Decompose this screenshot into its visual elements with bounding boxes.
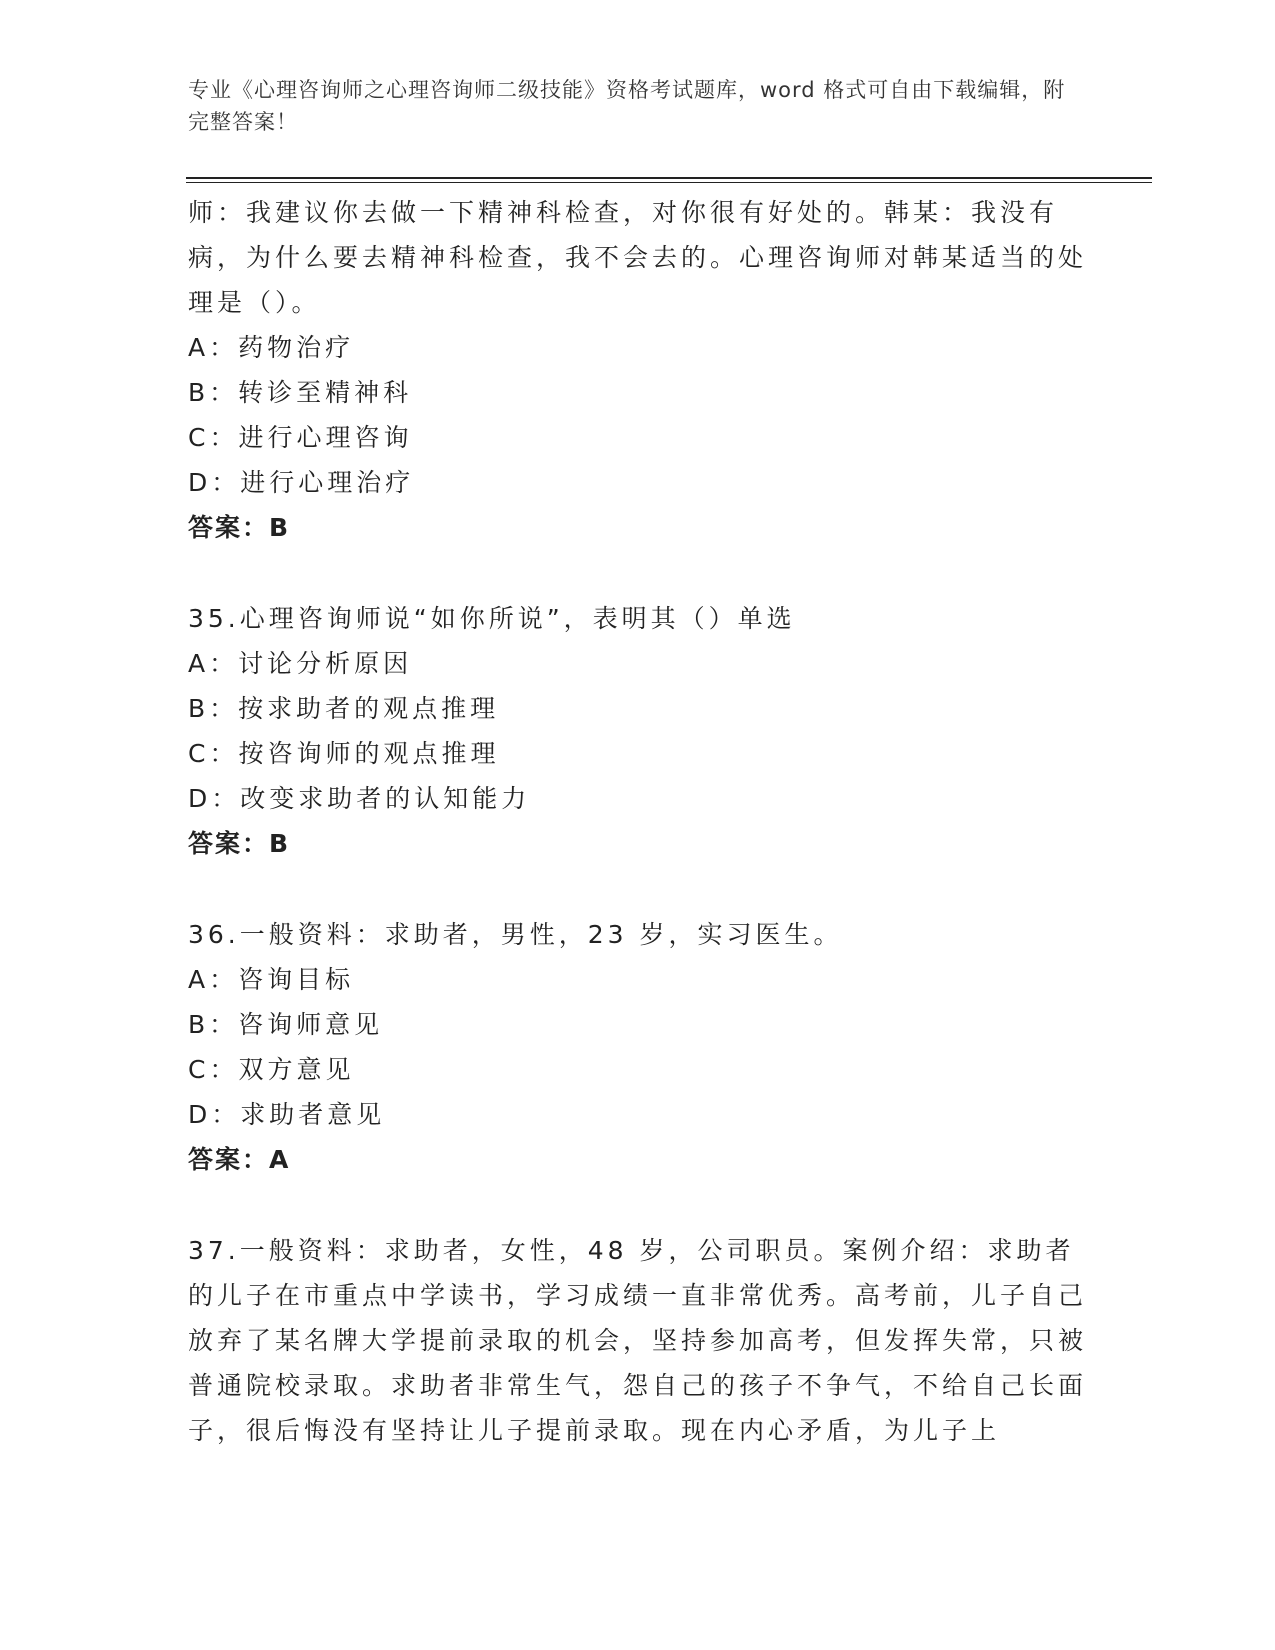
option-d: D：进行心理治疗 [188, 468, 415, 497]
question-block [188, 190, 1088, 550]
answer: 答案：B [188, 513, 291, 542]
question-block [188, 1228, 1088, 1453]
header-divider [186, 177, 1152, 179]
question-block [188, 912, 1088, 1182]
header-divider-thin [186, 182, 1152, 183]
question-stem: 35.心理咨询师说“如你所说”，表明其（）单选 [188, 604, 796, 633]
option-c: C：进行心理咨询 [188, 423, 413, 452]
answer: 答案：A [188, 1145, 291, 1174]
option-c: C：双方意见 [188, 1055, 355, 1084]
option-a: A：咨询目标 [188, 965, 355, 994]
question-stem: 师：我建议你去做一下精神科检查，对你很有好处的。韩某：我没有病，为什么要去精神科检查，我不会去的。心理咨询师对韩某适当的处理是（）。 [188, 198, 1088, 317]
option-d: D：求助者意见 [188, 1100, 386, 1129]
question-stem: 37.一般资料：求助者，女性，48 岁，公司职员。案例介绍：求助者的儿子在市重点中学读书，学习成绩一直非常优秀。高考前，儿子自己放弃了某名牌大学提前录取的机会，坚持参加高考，但发挥失常，只被普通院校录取。求助者非常生气，怨自己的孩子不争气，不给自己长面子，很后悔没有坚持让儿子提前录取。现在内心矛盾，为儿子上 [188, 1236, 1088, 1445]
option-b: B：转诊至精神科 [188, 378, 413, 407]
option-a: A：药物治疗 [188, 333, 355, 362]
option-d: D：改变求助者的认知能力 [188, 784, 531, 813]
option-c: C：按咨询师的观点推理 [188, 739, 500, 768]
question-stem: 36.一般资料：求助者，男性，23 岁，实习医生。 [188, 920, 843, 949]
question-block [188, 596, 1088, 866]
option-a: A：讨论分析原因 [188, 649, 413, 678]
question-list [188, 190, 1088, 1453]
page-header: 专业《心理咨询师之心理咨询师二级技能》资格考试题库，word 格式可自由下载编辑，附完整答案！ [188, 78, 1066, 134]
answer: 答案：B [188, 829, 291, 858]
option-b: B：咨询师意见 [188, 1010, 384, 1039]
option-b: B：按求助者的观点推理 [188, 694, 500, 723]
